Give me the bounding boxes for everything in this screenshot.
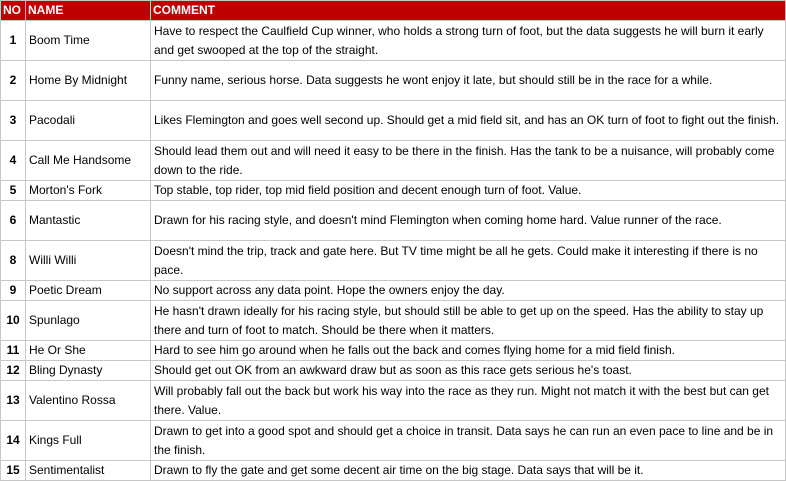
runner-name: Spunlago [26, 301, 151, 341]
runner-number: 3 [1, 101, 26, 141]
table-row [1, 341, 786, 361]
runner-name: Willi Willi [26, 241, 151, 281]
runner-name: Mantastic [26, 201, 151, 241]
table-row [1, 61, 786, 101]
runner-comment: Drawn for his racing style, and doesn't mind Flemington when coming home hard. Value runner of the race. [151, 201, 786, 241]
table-body [1, 21, 786, 481]
table-row [1, 381, 786, 421]
table-row [1, 281, 786, 301]
runner-number: 14 [1, 421, 26, 461]
runner-name: Morton's Fork [26, 181, 151, 201]
runner-number: 2 [1, 61, 26, 101]
runner-name: Poetic Dream [26, 281, 151, 301]
header-name: NAME [26, 1, 151, 21]
table-row [1, 361, 786, 381]
runner-name: Valentino Rossa [26, 381, 151, 421]
table-row [1, 461, 786, 481]
runner-name: Sentimentalist [26, 461, 151, 481]
runner-comment: Funny name, serious horse. Data suggests he wont enjoy it late, but should still be in the race for a while. [151, 61, 786, 101]
runner-comment: Doesn't mind the trip, track and gate here. But TV time might be all he gets. Could make it interesting if there is no pace. [151, 241, 786, 281]
header-row [1, 1, 786, 21]
runner-name: Call Me Handsome [26, 141, 151, 181]
runner-comment: No support across any data point. Hope the owners enjoy the day. [151, 281, 786, 301]
runner-comment: Should lead them out and will need it easy to be there in the finish. Has the tank to be a nuisance, will probably come down to the ride. [151, 141, 786, 181]
runner-comment: Will probably fall out the back but work his way into the race as they run. Might not match it with the best but can get there. Value. [151, 381, 786, 421]
runner-number: 11 [1, 341, 26, 361]
runner-name: He Or She [26, 341, 151, 361]
runner-comment: Should get out OK from an awkward draw but as soon as this race gets serious he's toast. [151, 361, 786, 381]
runner-number: 5 [1, 181, 26, 201]
runner-number: 6 [1, 201, 26, 241]
runner-name: Pacodali [26, 101, 151, 141]
header-comment: COMMENT [151, 1, 786, 21]
runner-name: Home By Midnight [26, 61, 151, 101]
runner-comment: Hard to see him go around when he falls out the back and comes flying home for a mid field finish. [151, 341, 786, 361]
runner-number: 12 [1, 361, 26, 381]
header-no: NO [1, 1, 26, 21]
runner-comment: Have to respect the Caulfield Cup winner, who holds a strong turn of foot, but the data suggests he will burn it early and get swooped at the top of the straight. [151, 21, 786, 61]
runner-number: 1 [1, 21, 26, 61]
table-row [1, 241, 786, 281]
runner-name: Kings Full [26, 421, 151, 461]
runner-comment: Drawn to fly the gate and get some decent air time on the big stage. Data says that will be it. [151, 461, 786, 481]
table-row [1, 21, 786, 61]
runner-comment: Likes Flemington and goes well second up. Should get a mid field sit, and has an OK turn of foot to fight out the finish. [151, 101, 786, 141]
table-row [1, 101, 786, 141]
table-row [1, 421, 786, 461]
table-row [1, 201, 786, 241]
runner-number: 13 [1, 381, 26, 421]
runner-name: Boom Time [26, 21, 151, 61]
runner-name: Bling Dynasty [26, 361, 151, 381]
runner-comment: He hasn't drawn ideally for his racing style, but should still be able to get up on the speed. Has the ability to stay up there and turn of foot to match. Should be there when it matters. [151, 301, 786, 341]
table-row [1, 301, 786, 341]
runner-number: 8 [1, 241, 26, 281]
runner-number: 15 [1, 461, 26, 481]
runner-number: 10 [1, 301, 26, 341]
runner-number: 9 [1, 281, 26, 301]
table-row [1, 181, 786, 201]
table-row [1, 141, 786, 181]
runner-number: 4 [1, 141, 26, 181]
runner-comment: Drawn to get into a good spot and should get a choice in transit. Data says he can run an even pace to line and be in the finish. [151, 421, 786, 461]
runner-comment: Top stable, top rider, top mid field position and decent enough turn of foot. Value. [151, 181, 786, 201]
